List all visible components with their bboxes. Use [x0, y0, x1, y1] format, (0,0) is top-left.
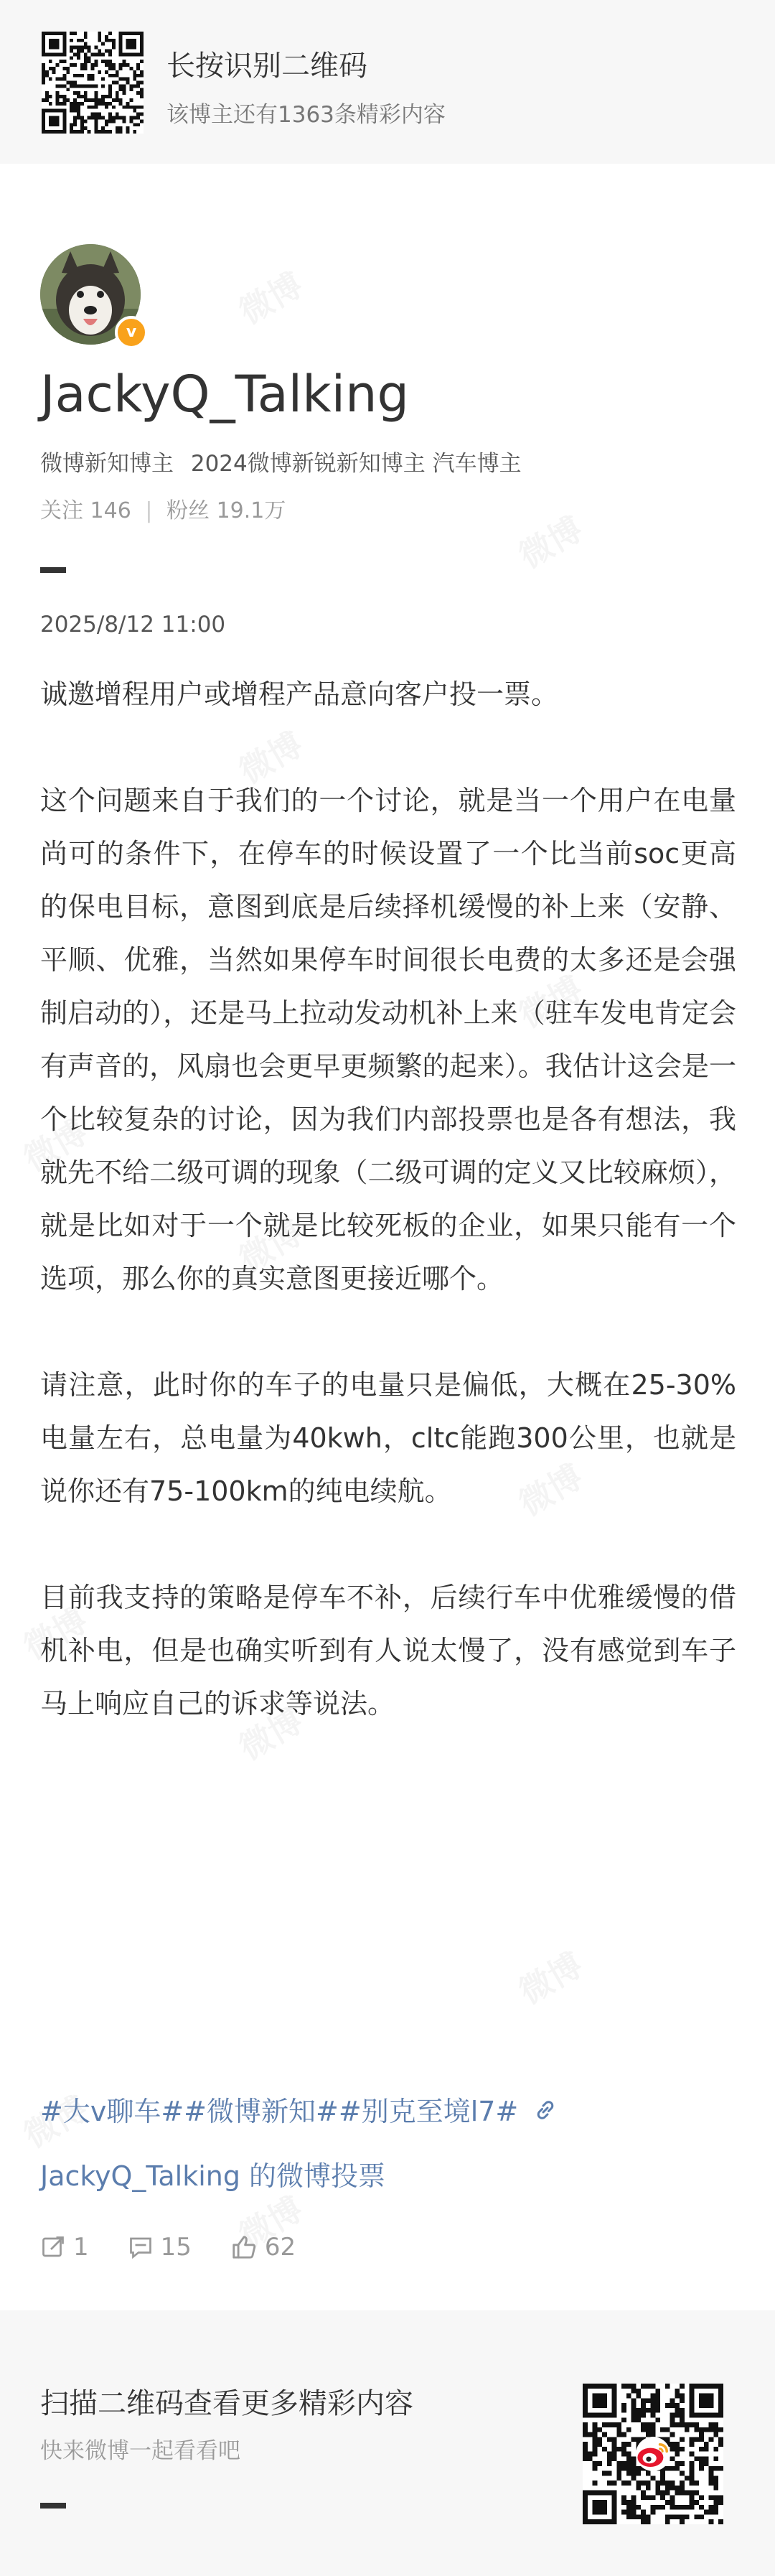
vote-link[interactable]: JackyQ_Talking 的微博投票	[40, 2160, 386, 2192]
divider-dash	[40, 567, 66, 573]
bottom-qr-banner[interactable]	[0, 2310, 775, 2576]
thumbs-up-icon	[230, 2234, 258, 2261]
username[interactable]: JackyQ_Talking	[40, 365, 409, 424]
like-button[interactable]	[230, 2233, 296, 2262]
post-paragraph: 诚邀增程用户或增程产品意向客户投一票。	[40, 678, 559, 710]
repost-icon	[40, 2234, 66, 2260]
link-icon[interactable]	[532, 2097, 558, 2129]
hashtags-text[interactable]: #大v聊车##微博新知##别克至境l7#	[40, 2096, 519, 2127]
hashtag-links[interactable]	[40, 2089, 558, 2129]
action-bar	[40, 2233, 334, 2262]
post-paragraph: 这个问题来自于我们的一个讨论，就是当一个用户在电量尚可的条件下，在停车的时候设置了一个比当前soc更高的保电目标，意图到底是后续择机缓慢的补上来（安静、平顺、优雅，当然如果停车时间很长电费的太多还是会强制启动的），还是马上拉动发动机补上来（驻车发电肯定会有声音的，风扇也会更早更频繁的起来）。我估计这会是一个比较复杂的讨论，因为我们内部投票也是各有想法，我就先不给二级可调的现象（二级可调的定义又比较麻烦），就是比如对于一个就是比较死板的企业，如果只能有一个选项，那么你的真实意图更接近哪个。	[40, 785, 736, 1294]
comment-icon	[128, 2234, 154, 2260]
divider-dash	[40, 2503, 66, 2509]
top-banner-title: 长按识别二维码	[166, 50, 367, 83]
following-label: 关注	[40, 498, 83, 523]
top-qr-banner[interactable]	[0, 0, 775, 164]
like-count: 62	[264, 2233, 296, 2262]
stats-divider: |	[145, 498, 153, 523]
followers-label: 粉丝	[166, 498, 210, 523]
comment-button[interactable]	[128, 2233, 192, 2262]
followers-count: 19.1万	[216, 498, 286, 523]
profile-stats	[40, 493, 286, 524]
profile-tag: 微博新知博主	[40, 451, 174, 477]
comment-count: 15	[160, 2233, 192, 2262]
qr-code-top[interactable]	[42, 32, 144, 134]
post-date: 2025/8/12 11:00	[40, 612, 226, 638]
post-content	[40, 668, 736, 1783]
repost-count: 1	[73, 2233, 89, 2262]
post-paragraph: 请注意，此时你的车子的电量只是偏低，大概在25-30%电量左右，总电量为40kwh，cltc能跑300公里，也就是说你还有75-100km的纯电续航。	[40, 1369, 736, 1507]
verified-v-icon: v	[115, 316, 148, 349]
profile-tag: 2024微博新锐新知博主 汽车博主	[190, 451, 522, 477]
weibo-logo-icon	[636, 2437, 670, 2471]
bottom-banner-title: 扫描二维码查看更多精彩内容	[40, 2387, 413, 2420]
qr-code-bottom[interactable]	[583, 2384, 723, 2524]
repost-button[interactable]	[40, 2233, 89, 2262]
top-banner-subtitle: 该博主还有1363条精彩内容	[166, 102, 446, 128]
post-paragraph: 目前我支持的策略是停车不补，后续行车中优雅缓慢的借机补电，但是也确实听到有人说太慢了，没有感觉到车子马上响应自己的诉求等说法。	[40, 1582, 736, 1719]
following-count: 146	[90, 498, 131, 523]
bottom-banner-subtitle: 快来微博一起看看吧	[40, 2438, 240, 2464]
profile-tags	[40, 445, 532, 477]
